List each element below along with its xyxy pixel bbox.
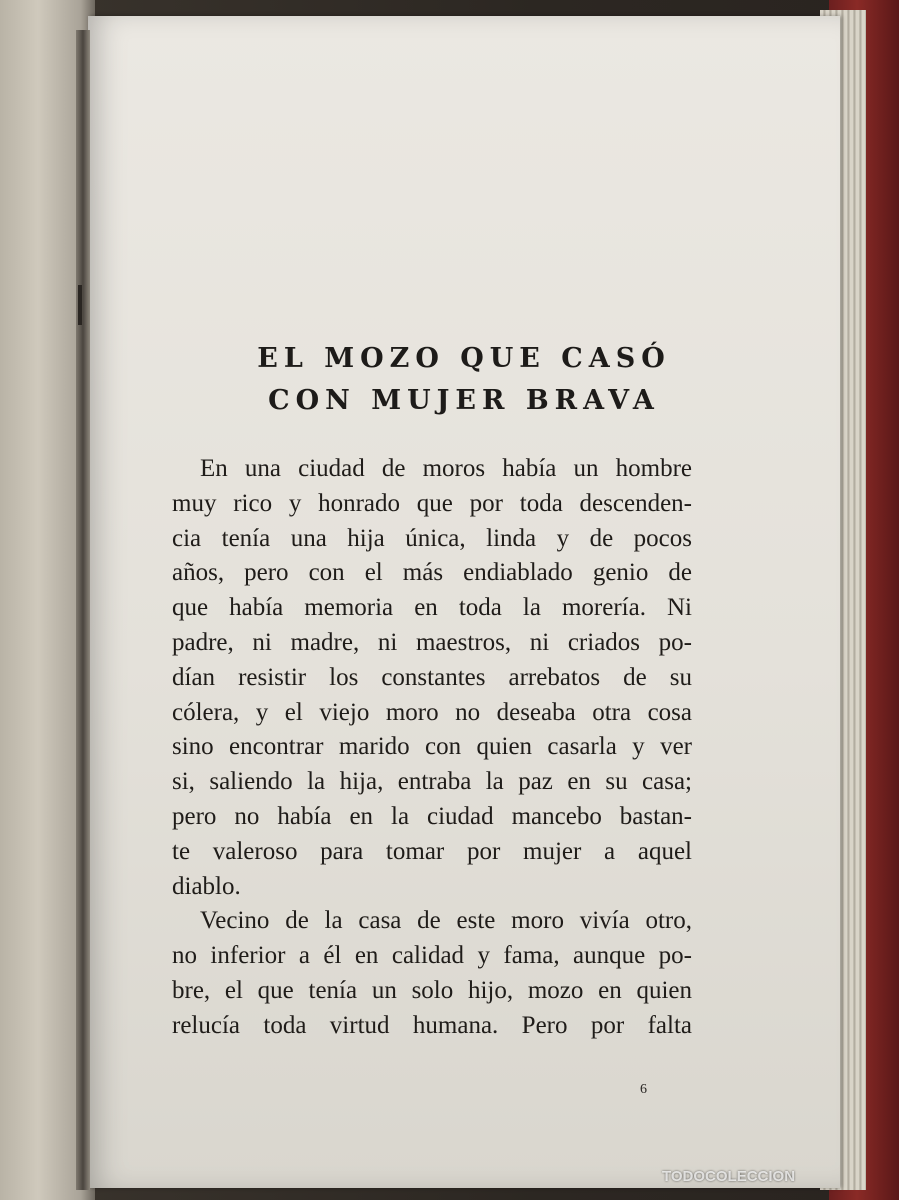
watermark: TODOCOLECCION: [662, 1168, 796, 1185]
chapter-title: [88, 338, 840, 422]
text-line: Vecino de la casa de este moro vivía otro,: [200, 907, 692, 935]
binding-thread-mark: [78, 285, 82, 325]
text-line: años, pero con el más endiablado genio de: [172, 559, 692, 587]
text-line: si, saliendo la hija, entraba la paz en su casa;: [172, 768, 692, 796]
paragraph-2: [172, 904, 692, 1043]
text-line: padre, ni madre, ni maestros, ni criados po-: [172, 628, 692, 656]
text-line: sino encontrar marido con quien casarla y ver: [172, 733, 692, 761]
text-line: bre, el que tenía un solo hijo, mozo en quien: [172, 976, 692, 1004]
book-gutter: [76, 30, 90, 1190]
page-number: 6: [640, 1082, 647, 1097]
paragraph-1: [172, 452, 692, 904]
text-line: dían resistir los constantes arrebatos de su: [172, 663, 692, 691]
text-line: cólera, y el viejo moro no deseaba otra cosa: [172, 698, 692, 726]
chapter-title-line-2: CON MUJER BRAVA: [268, 385, 660, 416]
text-line: diablo.: [172, 872, 241, 900]
text-line: que había memoria en toda la morería. Ni: [172, 594, 692, 622]
chapter-title-line-1: EL MOZO QUE CASÓ: [257, 343, 671, 374]
text-line: te valeroso para tomar por mujer a aquel: [172, 837, 692, 865]
text-line: cia tenía una hija única, linda y de pocos: [172, 524, 692, 552]
text-line: En una ciudad de moros había un hombre: [200, 455, 692, 482]
text-line: pero no había en la ciudad mancebo bastan-: [172, 802, 692, 830]
chapter-body: [172, 452, 692, 1044]
text-line: no inferior a él en calidad y fama, aunque po-: [172, 942, 692, 970]
text-line: relucía toda virtud humana. Pero por falta: [172, 1011, 692, 1039]
text-line: muy rico y honrado que por toda descenden-: [172, 489, 692, 517]
